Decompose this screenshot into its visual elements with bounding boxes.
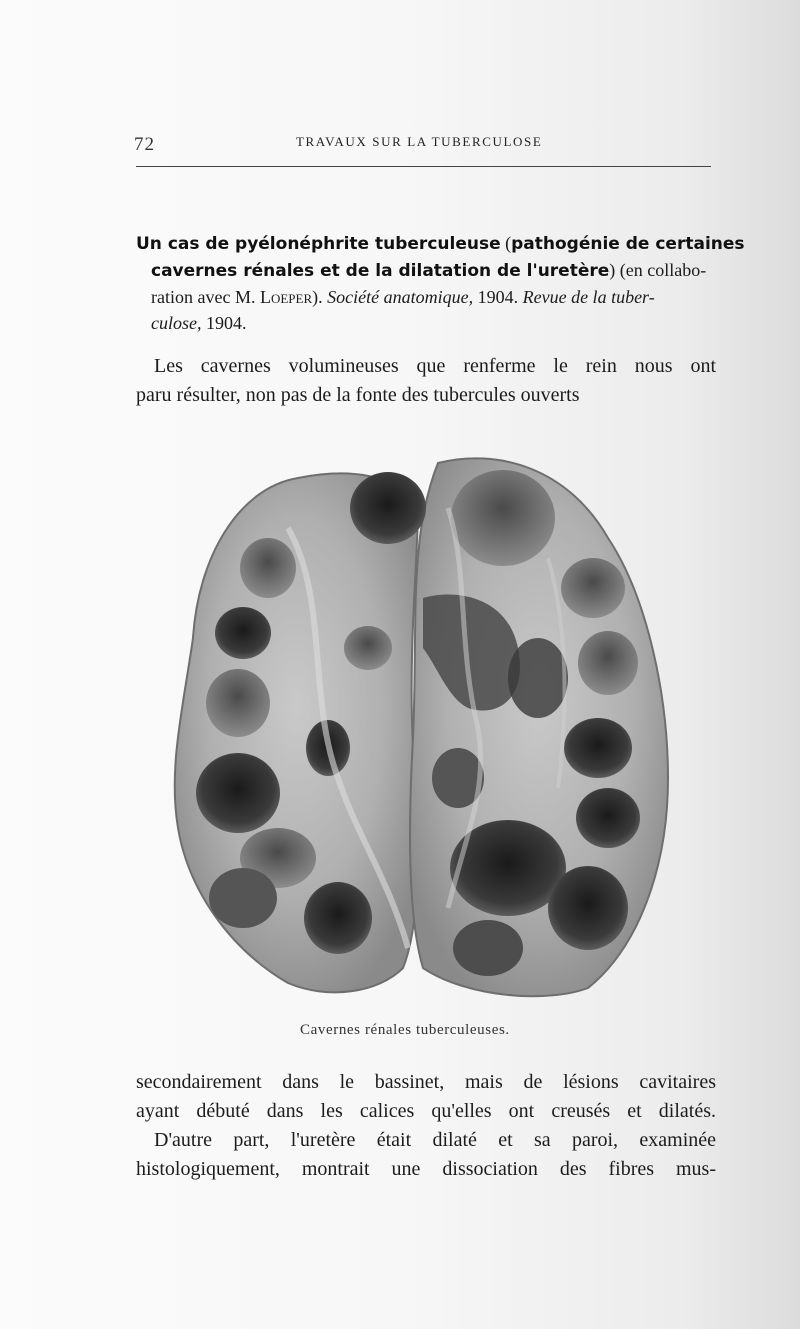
kidney-section-photo-icon	[168, 448, 678, 1000]
coauthor-name: Loeper	[259, 287, 313, 307]
journal-year-1: 1904.	[473, 287, 523, 307]
page-number: 72	[134, 134, 155, 155]
header-rule	[136, 166, 711, 167]
collaboration-text-2: ration avec M.	[151, 287, 260, 307]
running-head: TRAVAUX SUR LA TUBERCULOSE	[296, 134, 543, 149]
paren-open: (	[500, 233, 512, 253]
paragraph-1	[136, 352, 716, 410]
paragraph-line: paru résulter, non pas de la fonte des tubercules ouverts	[136, 384, 580, 406]
entry-title-part2: pathogénie de certaines	[511, 234, 745, 254]
bibliographic-entry	[136, 230, 745, 336]
entry-title-part1: Un cas de pyélonéphrite tuberculeuse	[136, 234, 501, 254]
journal-name-2-cont: culose,	[151, 313, 202, 333]
figure-caption: Cavernes rénales tuberculeuses.	[300, 1022, 510, 1038]
paragraph-line: Les cavernes volumineuses que renferme le rein nous ont	[154, 355, 716, 377]
collaboration-text: (en collabo-	[615, 260, 707, 280]
entry-title-part3: cavernes rénales et de la dilatation de l'uretère	[151, 261, 610, 281]
citation-sep: ).	[312, 287, 328, 307]
kidney-section-figure	[168, 448, 678, 1000]
journal-name-1: Société anatomique,	[327, 287, 474, 307]
paren-close: )	[609, 260, 616, 280]
paragraph-line: D'autre part, l'uretère était dilaté et sa paroi, examinée	[154, 1129, 716, 1151]
journal-year-2: 1904.	[201, 313, 247, 333]
paragraph-line: secondairement dans le bassinet, mais de lésions cavitaires	[136, 1071, 716, 1093]
paragraph-line: histologiquement, montrait une dissociation des fibres mus-	[136, 1158, 716, 1180]
paragraph-line: ayant débuté dans les calices qu'elles ont creusés et dilatés.	[136, 1100, 716, 1122]
paragraph-2	[136, 1068, 716, 1184]
journal-name-2: Revue de la tuber-	[522, 287, 655, 307]
